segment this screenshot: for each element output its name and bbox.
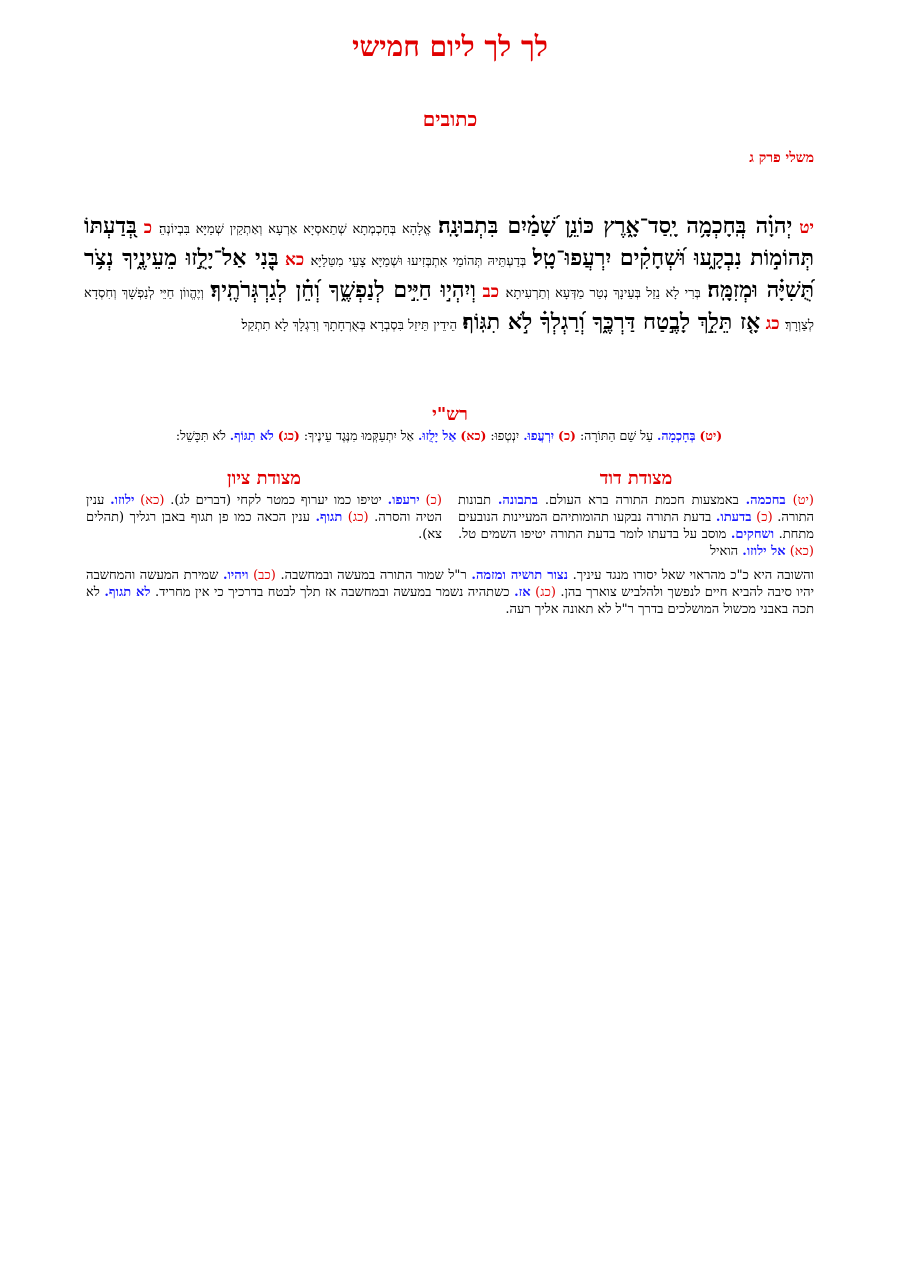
comment-text: הואיל: [710, 544, 739, 559]
comment-text: תבונות התורה.: [458, 493, 814, 525]
comment-heading: בְּחָכְמָה.: [657, 428, 696, 443]
comment-number: (כג): [535, 585, 556, 600]
comment-text: שמירת המעשה והמחשבה יהיו סיבה להביא חיים לנפשך ולהלביש צוארך בהן.: [86, 568, 815, 600]
verse-number: כא: [284, 250, 305, 270]
verse-number: כ: [143, 218, 153, 238]
comment-text: באמצעות חכמת התורה ברא העולם.: [544, 493, 739, 508]
comment-text: ר"ל שמור התורה במעשה ובמחשבה.: [280, 568, 467, 583]
verse-number: כג: [765, 314, 780, 334]
comment-text: לֹא תִּכָּשֵׁל:: [175, 428, 226, 443]
verse-text: בְּנִ֭י אַל־יָלֻ֣זוּ מֵעֵינֶ֑יךָ נְצֹ֥ר תֻּ֝שִׁיָּ֗ה וּמְזִמָּֽה׃: [84, 245, 815, 303]
comment-text: מוסב על בדעתו לומר בדעת התורה יטיפו השמים טל.: [458, 527, 727, 542]
comment-heading: ושחקים.: [730, 527, 775, 542]
rashi-heading: רש"י: [432, 404, 468, 425]
comment-heading: תגוף.: [315, 510, 343, 525]
comment-heading: בדעתו.: [715, 510, 752, 525]
metzudat-david-heading: מצודת דוד: [599, 468, 673, 489]
verse-text: אָ֤ז תֵּלֵ֣ךְ לָבֶ֣טַח דַּרְכֶּ֑ךָ וְ֝רַגְלְךָ֗ לֹ֣א תִגּֽוֹף׃: [462, 309, 761, 335]
comment-text: אַל יִתְעַקְּמוּ מִנֶּגֶד עֵינֶיךָ:: [303, 428, 415, 443]
comment-text: יטיפו כמו יערוף כמטר לקחי (דברים לג).: [170, 493, 382, 508]
comment-heading: לא תגוף.: [104, 585, 151, 600]
section-heading: כתובים: [422, 107, 478, 131]
comment-heading: ירעפו.: [387, 493, 420, 508]
chapter-heading: משלי פרק ג: [749, 150, 814, 166]
comment-heading: נצור תושיה ומזמה.: [471, 568, 568, 583]
comment-text: כשתהיה נשמר במעשה ובמחשבה אז תלך לבטח בדרכיך כי אין מחריד.: [154, 585, 510, 600]
comment-heading: לֹא תִגּוֹף.: [229, 428, 274, 443]
page-title: לך לך ליום חמישי: [352, 30, 548, 63]
comment-text: בדעת התורה נבקעו תהומותיהם המעיינות הנובעים מתחת.: [458, 510, 814, 542]
comment-heading: בתבונה.: [497, 493, 538, 508]
metzudat-tzion-commentary: [86, 492, 442, 543]
targum-text: הֵידֵין תֵּיזַל בִּסְבְרָא בְּאֻרְחָתָךְ וְרִגְלָךְ לָא תִתְקַל׃: [241, 318, 458, 333]
targum-text: וְיֶהֱווֹן חַיֵּי לְנַפְשָׁךְ וְחִסְדָא לְצַוְרָךְ׃: [84, 286, 814, 333]
comment-text: עַל שֵׁם הַתּוֹרָה:: [579, 428, 654, 443]
metzudat-david-continued: [86, 567, 814, 618]
verse-text: יְהוָ֗ה בְּֽחָכְמָ֥ה יָֽסַד־אָ֑רֶץ כּוֹנֵ֥ן שָׁ֝מַ֗יִם בִּתְבוּנָֽה׃: [438, 213, 793, 239]
verse-text: בְּ֭דַעְתּוֹ תְּהוֹמ֣וֹת נִבְקָ֑עוּ וּ֝שְׁחָקִ֗ים יִרְעֲפוּ־טָֽל׃: [84, 213, 815, 271]
comment-text: ענין הכאה כמו פן תגוף באבן רגליך (תהלים צא).: [86, 510, 442, 542]
verse-number: יט: [799, 218, 814, 238]
comment-heading: בחכמה.: [745, 493, 786, 508]
comment-number: (יט): [699, 428, 723, 443]
comment-number: (כ): [756, 510, 773, 525]
metzudat-david-commentary: [458, 492, 814, 560]
comment-number: (כא): [460, 428, 487, 443]
comment-heading: אל ילוזו.: [742, 544, 786, 559]
targum-text: בְּדַעְתֵּיהּ תְּהוֹמֵי אִתְבְּזִיעוּ וּשְׁמַיָּא צָעֵי מִטַּלַיָּא׃: [310, 254, 527, 269]
comment-text: לא תכה באבני מכשול המושלכים בדרך ר"ל לא תאונה אליך רעה.: [86, 585, 814, 617]
comment-number: (כג): [277, 428, 300, 443]
verse-number: כב: [482, 282, 500, 302]
comment-number: (כב): [253, 568, 276, 583]
comment-number: (כא): [140, 493, 165, 508]
rashi-commentary: [86, 428, 812, 444]
comment-heading: אז.: [514, 585, 531, 600]
comment-number: (כא): [789, 544, 814, 559]
comment-heading: אַל יָלֻזוּ.: [418, 428, 457, 443]
comment-number: (כ): [425, 493, 442, 508]
verses-block: [84, 212, 814, 340]
comment-text: יִנְטְפוּ:: [490, 428, 520, 443]
comment-heading: ויהיו.: [222, 568, 249, 583]
metzudat-tzion-heading: מצודת ציון: [227, 468, 301, 489]
targum-text: אֱלָהָא בְּחָכְמְתָא שְׁתַאסְיָא אַרְעָא וְאַתְקֵין שְׁמַיָּא בִּבְיוֹנְהֵ׃: [159, 222, 432, 237]
comment-number: (כ): [558, 428, 576, 443]
comment-number: (כג): [347, 510, 369, 525]
comment-heading: יִרְעֲפוּ.: [523, 428, 555, 443]
comment-heading: ילוזו.: [110, 493, 135, 508]
comment-text: ענין הטיה והסרה.: [86, 493, 442, 525]
comment-text: והשובה היא כ"כ מהראוי שאל יסורו מנגד עיניך.: [572, 568, 814, 583]
targum-text: בְּרִי לָא נֵזַל בְּעֵינָךְ נְטַר מַדְּעָא וְתַרְעִיתָא׃: [505, 286, 701, 301]
comment-number: (יט): [792, 493, 814, 508]
verse-text: וְיִהְי֣וּ חַיִּ֣ים לְנַפְשֶׁ֑ךָ וְ֝חֵ֗ן לְגַרְגְּרֹתֶֽיךָ׃: [210, 277, 476, 303]
